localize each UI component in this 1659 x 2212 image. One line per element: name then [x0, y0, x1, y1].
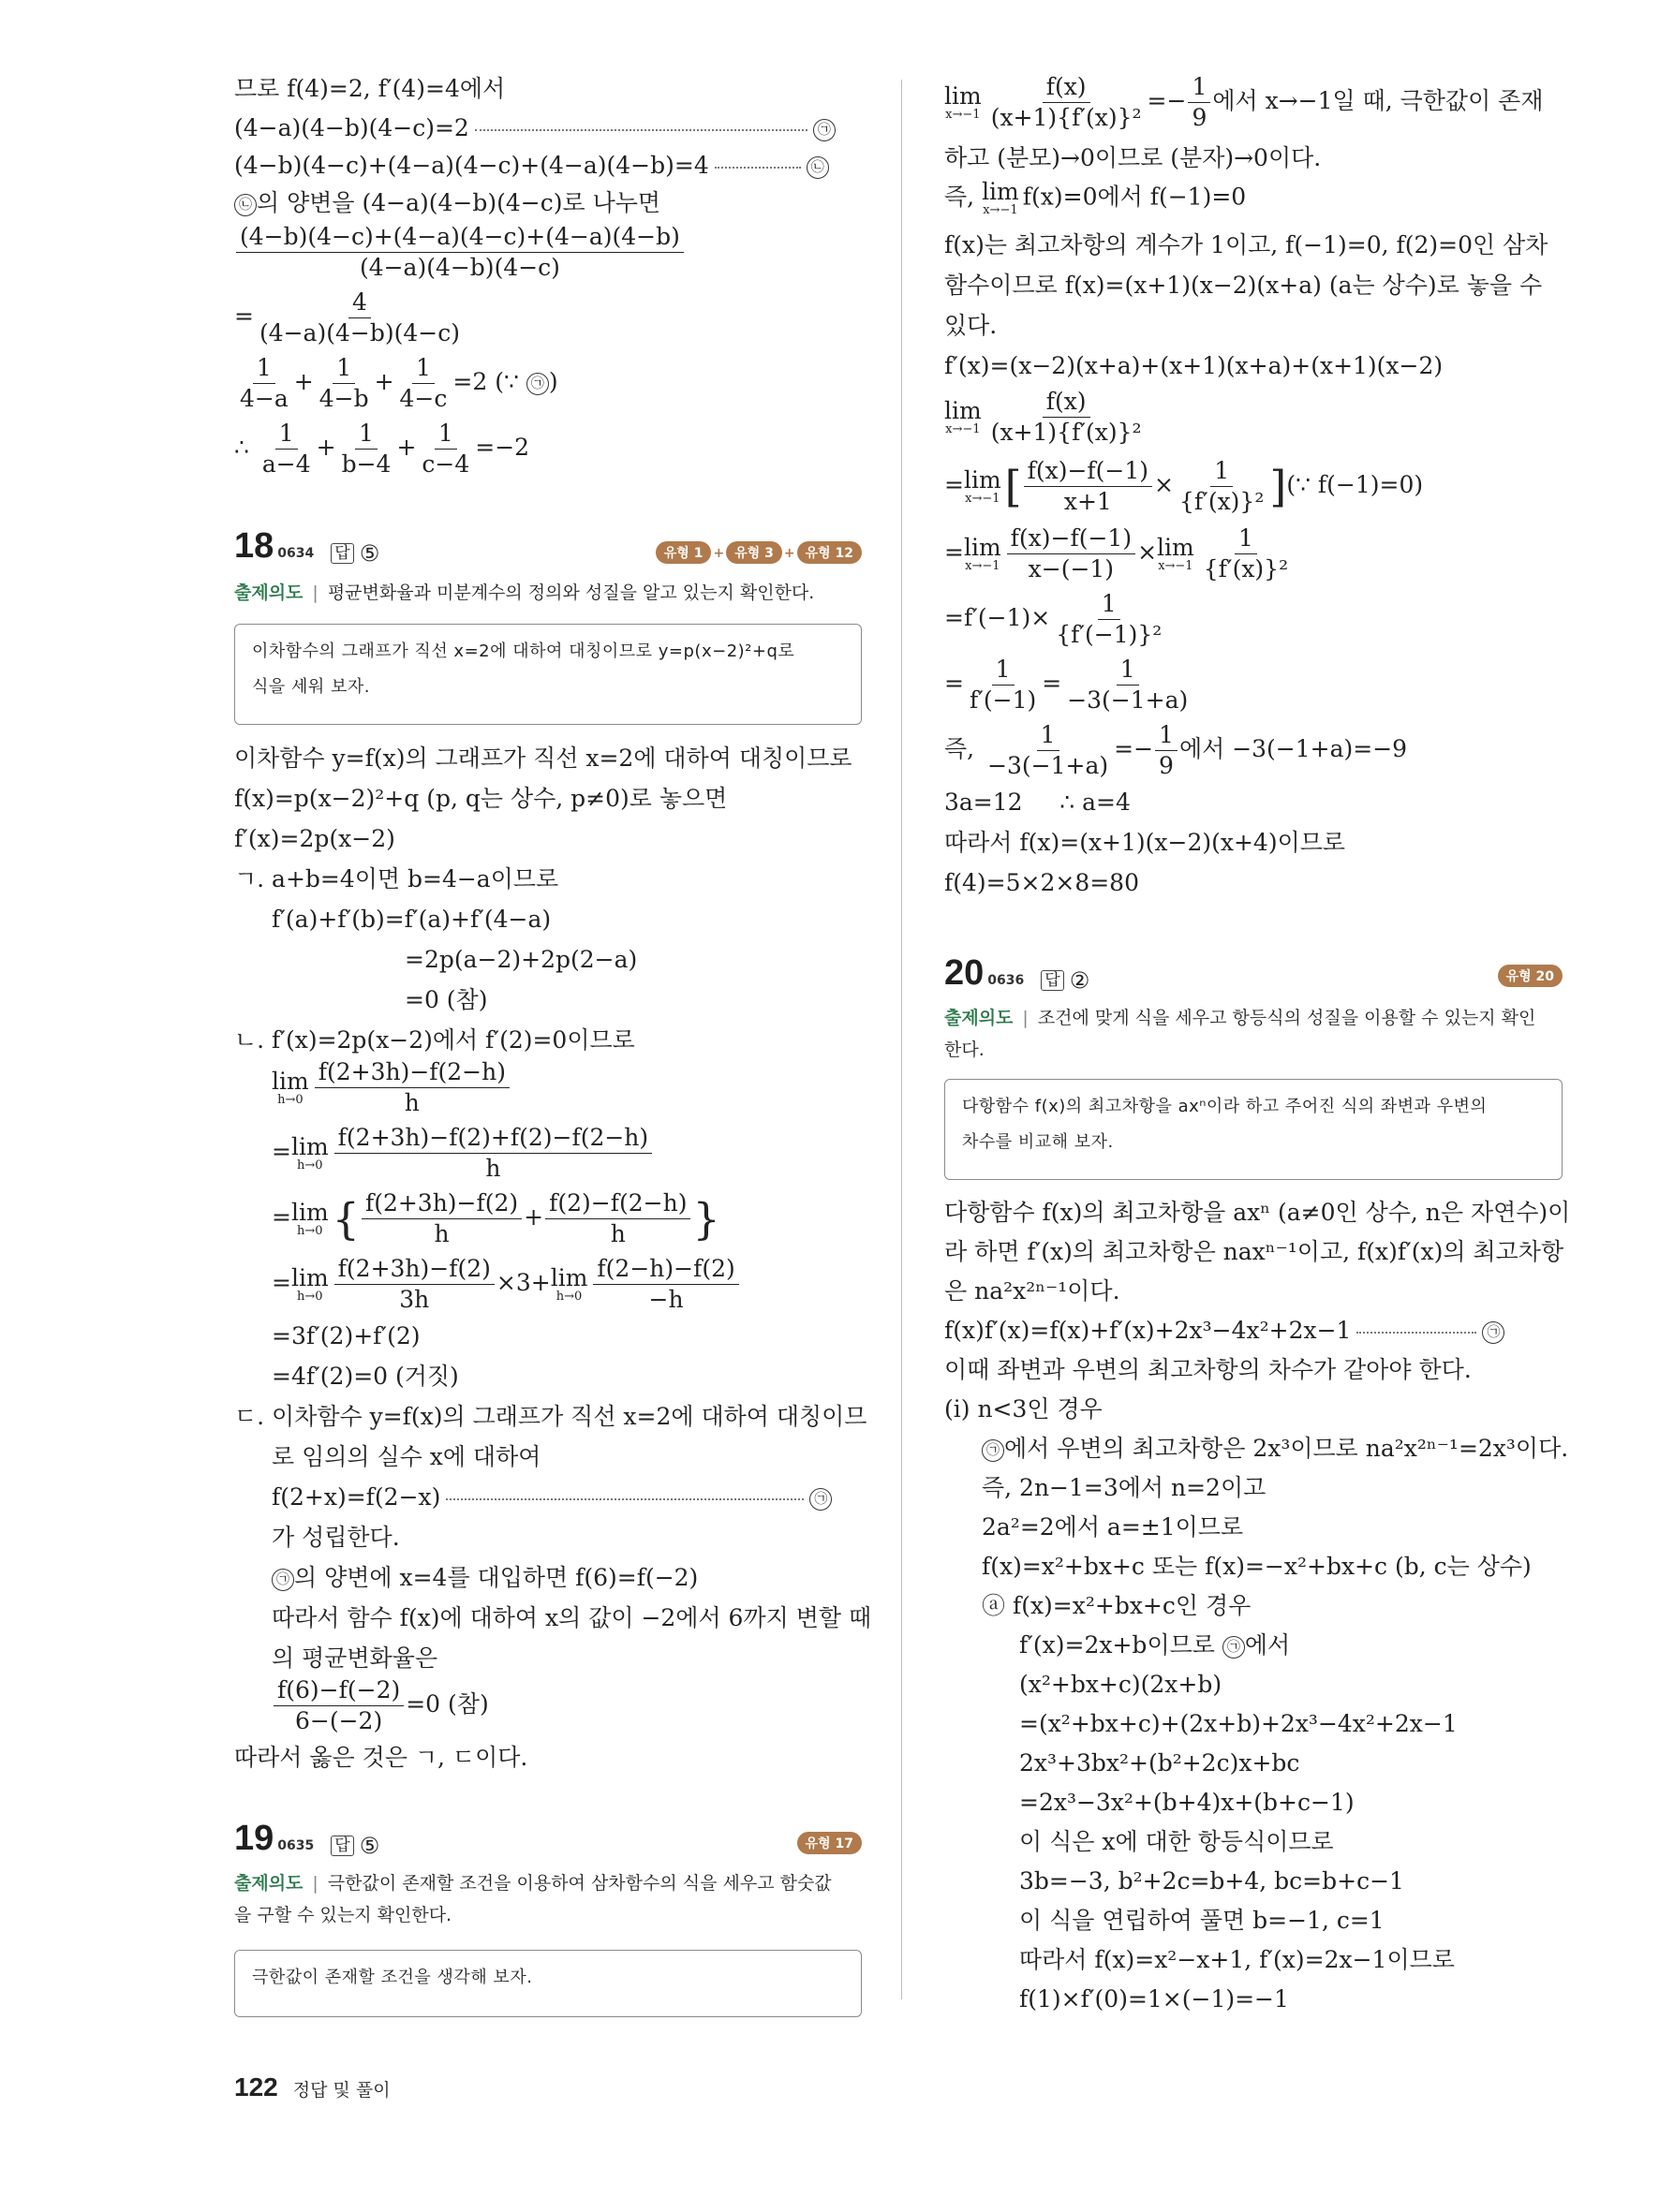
equals: = [234, 302, 254, 330]
denominator: {f′(x)}² [1203, 555, 1289, 582]
text-line: 즉, 2n−1=3에서 n=2이고 [982, 1474, 1266, 1501]
text-line: 함수이므로 f(x)=(x+1)(x−2)(x+a) (a는 상수)로 놓을 수 [944, 272, 1543, 299]
text: 의 양변을 (4−a)(4−b)(4−c)로 나누면 [257, 189, 661, 216]
type-badge: 유형 17 [797, 1832, 862, 1854]
intent-label: 출제의도 [234, 582, 304, 603]
problem-code: 0635 [277, 1838, 315, 1853]
denominator: 6−(−2) [295, 1707, 383, 1734]
lim-sub: h→0 [297, 1289, 323, 1304]
text: 즉, [944, 183, 975, 211]
hint-text: 다항함수 f(x)의 최고차항을 axⁿ이라 하고 주어진 식의 좌변과 우변의 [962, 1097, 1488, 1116]
circled-mark-1: ㉠ [272, 1569, 294, 1591]
denominator: c−4 [422, 450, 470, 478]
numerator: f(2+3h)−f(2)+f(2)−f(2−h) [334, 1124, 653, 1154]
denominator: b−4 [341, 450, 392, 478]
equation-text: (4−b)(4−c)+(4−a)(4−c)+(4−a)(4−b)=4 [234, 152, 709, 179]
numerator: 1 [1098, 590, 1120, 620]
text-line: =2p(a−2)+2p(2−a) [405, 946, 638, 973]
numerator: f(2)−f(2−h) [545, 1189, 690, 1219]
text-line [1019, 1631, 1290, 1659]
limit [982, 180, 1019, 217]
lim-sub: x→−1 [945, 107, 981, 122]
lim-sub: x→−1 [965, 491, 1000, 506]
text-line: 이 식은 x에 대한 항등식이므로 [1019, 1828, 1334, 1855]
text: 에서 x→−1일 때, 극한값이 존재 [1212, 87, 1544, 114]
text-line: 따라서 함수 f(x)에 대하여 x의 값이 −2에서 6까지 변할 때 [272, 1604, 872, 1631]
intent-text: 한다. [944, 1040, 985, 1060]
type-badges [1498, 965, 1563, 987]
text-line: (ⅰ) n<3인 경우 [944, 1395, 1103, 1423]
lim-word: lim [550, 1263, 588, 1291]
text: 에서 [1244, 1631, 1291, 1659]
equation-line [944, 1317, 1504, 1345]
lim-word: lim [963, 533, 1001, 561]
limit-line [944, 73, 1543, 132]
denominator: {f′(−1)}² [1056, 621, 1163, 648]
lim-sub: x→−1 [983, 203, 1018, 217]
type-badges [797, 1832, 862, 1854]
text-line: (x²+bx+c)(2x+b) [1019, 1671, 1222, 1698]
fraction [545, 1189, 690, 1248]
circled-mark-2: ㉡ [234, 194, 257, 216]
fraction-line [234, 223, 686, 282]
problem-20-header [944, 953, 1089, 994]
answer-label: 답 [1041, 970, 1063, 991]
operator: =− [1147, 87, 1187, 114]
denominator: (4−a)(4−b)(4−c) [359, 254, 560, 281]
fraction [1063, 656, 1192, 715]
numerator: (4−b)(4−c)+(4−a)(4−c)+(4−a)(4−b) [236, 223, 684, 253]
denominator: h [404, 1089, 420, 1116]
numerator: f(x) [1043, 73, 1090, 103]
limit [944, 396, 982, 436]
lim-sub: h→0 [297, 1223, 323, 1238]
fraction [259, 420, 315, 479]
limit [944, 81, 982, 122]
text-line: 따라서 f(x)=(x+1)(x−2)(x+4)이므로 [944, 829, 1346, 856]
fraction [338, 420, 395, 479]
lim-word: lim [944, 396, 982, 424]
type-badge: 유형 3 [726, 541, 782, 564]
text: =f′(−1)× [944, 604, 1051, 631]
fraction [1007, 524, 1135, 583]
text-line: ⓐ f(x)=x²+bx+c인 경우 [982, 1592, 1252, 1619]
lim-sub: h→0 [555, 1289, 583, 1304]
denominator: 4−c [399, 385, 448, 412]
fraction [236, 354, 292, 413]
limit-line: = lim x→−1 [ $\frac{f(x)-f(-1)}{x+1}$ × $\frac{1}{\text{\{f′(x)\}²}}$ ](∵ f(−1)=0) [944, 457, 1424, 515]
equals: = [944, 670, 964, 697]
intent-label: 출제의도 [234, 1873, 304, 1894]
fraction-line [944, 656, 1193, 715]
lim-sub: x→−1 [965, 558, 1000, 573]
equals: = [944, 538, 964, 566]
limit-line: = lim h→0 { $\frac{f(2+3h)-f(2)}{h}$ + $\frac{f(2)-f(2-h)}{h}$ } [272, 1189, 720, 1247]
limit [272, 1069, 309, 1107]
text-line: f(x)=p(x−2)²+q (p, q는 상수, p≠0)로 놓으면 [234, 785, 728, 812]
denominator: (x+1){f′(x)}² [990, 104, 1142, 131]
fraction [966, 656, 1040, 715]
numerator: 1 [333, 354, 355, 384]
hint-box [234, 1950, 862, 2017]
lim-sub: h→0 [277, 1092, 304, 1107]
type-badge: 유형 20 [1498, 965, 1563, 987]
problem-19-header [234, 1819, 379, 1859]
numerator: 1 [435, 420, 457, 450]
fraction [987, 73, 1146, 132]
problem-intent: 출제의도 | 극한값이 존재할 조건을 이용하여 삼차함수의 식을 세우고 함숫값 을 구할 수 있는지 확인한다. [234, 1867, 832, 1931]
denominator: {f′(x)}² [1178, 488, 1265, 515]
denominator: f′(−1) [969, 686, 1037, 714]
numerator: 1 [275, 420, 298, 450]
footer-title: 정답 및 풀이 [292, 2080, 391, 2101]
numerator: 1 [1210, 457, 1233, 487]
answer-value: ⑤ [359, 1832, 380, 1859]
text-line: 로 임의의 실수 x에 대하여 [272, 1443, 541, 1470]
operator: × [1137, 538, 1158, 566]
circled-mark-1: ㉠ [1482, 1321, 1504, 1344]
lim-sub: x→−1 [1158, 558, 1193, 573]
text-line: 은 na²x²ⁿ⁻¹이다. [944, 1277, 1120, 1305]
operator: ×3+ [496, 1269, 551, 1296]
numerator: f(x)−f(−1) [1024, 457, 1152, 487]
text-line: 이 식을 연립하여 풀면 b=−1, c=1 [1019, 1907, 1385, 1934]
text-line [982, 1435, 1568, 1463]
text-line: 3a=12 ∴ a=4 [944, 789, 1131, 816]
lim-word: lim [290, 1198, 329, 1226]
limit [963, 465, 1001, 506]
denominator: x+1 [1063, 488, 1112, 515]
text-line [234, 189, 660, 217]
numerator: f(2+3h)−f(2−h) [315, 1058, 510, 1088]
fraction [1188, 73, 1210, 132]
result: =0 (참) [406, 1690, 489, 1718]
fraction [396, 354, 452, 413]
fraction [274, 1676, 404, 1735]
text-line: =2x³−3x²+(b+4)x+(b+c−1) [1019, 1789, 1355, 1816]
denominator: a−4 [261, 450, 311, 478]
intent-label: 출제의도 [944, 1008, 1014, 1028]
equation-line [234, 114, 836, 142]
leader-dots [715, 167, 801, 169]
fraction [593, 1255, 738, 1314]
numerator: 1 [1155, 721, 1178, 751]
numerator: 1 [1037, 721, 1059, 751]
problem-intent: 출제의도 | 평균변화율과 미분계수의 정의와 성질을 알고 있는지 확인한다. [234, 582, 815, 603]
text-line: ㄱ. a+b=4이면 b=4−a이므로 [234, 865, 559, 892]
denominator: −3(−1+a) [987, 752, 1109, 779]
numerator: 4 [348, 288, 371, 318]
fraction-line: ∴ $\frac{1}{a-4}$ + $\frac{1}{b-4}$ + $\frac{1}{c-4}$ =−2 [234, 420, 530, 478]
text-line: =3f′(2)+f′(2) [272, 1322, 421, 1349]
intent-text: 평균변화율과 미분계수의 정의와 성질을 알고 있는지 확인한다. [327, 582, 815, 603]
numerator: f(2+3h)−f(2) [362, 1189, 522, 1219]
fraction-line: $\frac{1}{4-a}$ + $\frac{1}{4-b}$ + $\frac{1}{4-c}$ =2 (∵ ㉠ ) [234, 354, 558, 413]
equation-line [234, 152, 829, 180]
hint-text: 이차함수의 그래프가 직선 x=2에 대하여 대칭이므로 y=p(x−2)²+q로 [252, 641, 795, 661]
denominator: 4−b [318, 385, 369, 412]
numerator: f(6)−f(−2) [274, 1676, 404, 1706]
text: 에서 우변의 최고차항은 2x³이므로 na²x²ⁿ⁻¹=2x³이다. [1004, 1435, 1569, 1462]
equation-text: f(x)f′(x)=f(x)+f′(x)+2x³−4x²+2x−1 [944, 1317, 1352, 1344]
limit-line: = lim h→0 $\frac{f(2+3h)-f(2)}{3h}$ ×3+ lim h→0 $\frac{f(2-h)-f(2)}{-h}$ [272, 1255, 741, 1314]
fraction [1176, 457, 1267, 516]
numerator: 1 [355, 420, 378, 450]
fraction-line [944, 721, 1407, 780]
lim-word: lim [290, 1132, 329, 1160]
intent-text: 극한값이 존재할 조건을 이용하여 삼차함수의 식을 세우고 함숫값 [327, 1873, 832, 1894]
text-line: f′(a)+f′(b)=f′(a)+f′(4−a) [272, 906, 552, 933]
problem-18-header [234, 526, 379, 567]
text: (∵ f(−1)=0) [1286, 471, 1424, 498]
denominator: (x+1){f′(x)}² [990, 419, 1142, 446]
hint-text: 식을 세워 보자. [252, 677, 370, 697]
text-line: 다항함수 f(x)의 최고차항을 axⁿ (a≠0인 상수, n은 자연수)이 [944, 1199, 1571, 1226]
lim-word: lim [1157, 533, 1194, 561]
numerator: 1 [412, 354, 435, 384]
page-footer [234, 2072, 391, 2102]
text: 의 양변에 x=4를 대입하면 f(6)=f(−2) [294, 1564, 699, 1591]
text-line: =4f′(2)=0 (거짓) [272, 1363, 459, 1390]
text-line: 라 하면 f′(x)의 최고차항은 naxⁿ⁻¹이고, f(x)f′(x)의 최고차항 [944, 1238, 1564, 1265]
problem-code: 0636 [987, 973, 1025, 988]
answer-label: 답 [331, 543, 353, 564]
numerator: f(2+3h)−f(2) [334, 1255, 495, 1285]
denominator: x−(−1) [1028, 555, 1115, 582]
denominator: 4−a [240, 385, 289, 412]
text-line: 따라서 f(x)=x²−x+1, f′(x)=2x−1이므로 [1019, 1946, 1455, 1973]
circled-mark-1: ㉠ [982, 1439, 1004, 1462]
numerator: 1 [1188, 73, 1210, 103]
text-line: =(x²+bx+c)+(2x+b)+2x³−4x²+2x−1 [1019, 1710, 1458, 1737]
denominator: 9 [1159, 752, 1174, 779]
fraction [362, 1189, 522, 1248]
type-badge: 유형 1 [656, 541, 712, 564]
lim-word: lim [982, 178, 1019, 205]
text-line: ㄴ. f′(x)=2p(x−2)에서 f′(2)=0이므로 [234, 1026, 635, 1054]
problem-number: 19 [234, 1819, 274, 1858]
text-line: 있다. [944, 312, 998, 339]
text-line: ㄷ. 이차함수 y=f(x)의 그래프가 직선 x=2에 대하여 대칭이므 [234, 1403, 867, 1430]
page-number: 122 [234, 2072, 278, 2101]
denominator: 9 [1192, 104, 1207, 131]
text-line: 이때 좌변과 우변의 최고차항의 차수가 같아야 한다. [944, 1356, 1472, 1383]
column-divider [901, 80, 902, 1999]
limit-line [944, 524, 1294, 583]
circled-mark-1: ㉠ [526, 373, 549, 395]
circled-mark-1: ㉠ [813, 119, 836, 141]
text-line: f′(x)=2p(x−2) [234, 825, 395, 852]
text: 즉, [944, 735, 975, 762]
hint-text: 극한값이 존재할 조건을 생각해 보자. [252, 1968, 533, 1987]
equals: = [944, 471, 964, 498]
text-line [272, 1564, 698, 1592]
text-line: 2x³+3bx²+(b²+2c)x+bc [1019, 1749, 1300, 1777]
lim-word: lim [272, 1067, 309, 1095]
lim-word: lim [963, 465, 1001, 494]
numerator: 1 [992, 656, 1015, 686]
problem-code: 0634 [277, 546, 315, 561]
fraction [1200, 524, 1292, 583]
lim-word: lim [944, 81, 982, 110]
type-badges: 유형 1 + 유형 3 + 유형 12 [656, 541, 862, 564]
text-line: 2a²=2에서 a=±1이므로 [982, 1513, 1244, 1541]
limit [290, 1198, 329, 1238]
numerator: f(2−h)−f(2) [593, 1255, 738, 1285]
numerator: 1 [1117, 656, 1139, 686]
circled-mark-1: ㉠ [1222, 1636, 1245, 1659]
denominator: −h [648, 1286, 684, 1313]
text-line: 하고 (분모)→0이므로 (분자)→0이다. [944, 144, 1322, 171]
hint-box [944, 1079, 1563, 1180]
fraction [987, 388, 1146, 447]
leader-dots [446, 1498, 804, 1500]
limit-line [944, 388, 1148, 447]
numerator: f(x) [1043, 388, 1090, 418]
fraction [1052, 590, 1165, 649]
result: =−2 [475, 434, 530, 461]
fraction [1024, 457, 1152, 516]
text-line: 가 성립한다. [272, 1524, 400, 1551]
text-line: =0 (참) [405, 986, 488, 1013]
therefore: ∴ [234, 434, 249, 461]
problem-intent: 출제의도 | 조건에 맞게 식을 세우고 항등식의 성질을 이용할 수 있는지 확인 한다. [944, 1002, 1535, 1066]
text-line: f(x)=x²+bx+c 또는 f(x)=−x²+bx+c (b, c는 상수) [982, 1553, 1532, 1580]
fraction [984, 721, 1112, 780]
text: f′(x)=2x+b이므로 [1019, 1631, 1215, 1659]
text-line: f(1)×f′(0)=1×(−1)=−1 [1019, 1985, 1289, 2013]
fraction [256, 288, 464, 347]
fraction [315, 1058, 510, 1117]
text-line: f(x)는 최고차항의 계수가 1이고, f(−1)=0, f(2)=0인 삼차 [944, 231, 1548, 258]
limit [963, 533, 1001, 573]
numerator: 1 [1235, 524, 1257, 554]
fraction [1155, 721, 1178, 780]
denominator: h [485, 1155, 501, 1182]
text-line: 므로 f(4)=2, f′(4)=4에서 [234, 75, 506, 102]
fraction [418, 420, 473, 479]
text-line: f(4)=5×2×8=80 [944, 869, 1139, 896]
fraction-line [944, 590, 1167, 649]
limit-line: = lim h→0 $\frac{f(2+3h)-f(2)+f(2)-f(2-h)}{h}$ [272, 1124, 654, 1183]
circled-mark-1: ㉠ [809, 1488, 832, 1511]
intent-text: 을 구할 수 있는지 확인한다. [234, 1905, 452, 1925]
denominator: h [610, 1220, 626, 1247]
answer-value: ⑤ [359, 539, 380, 567]
denominator: h [434, 1220, 450, 1247]
lim-sub: x→−1 [945, 421, 981, 436]
fraction [334, 1124, 653, 1183]
text-line: 의 평균변화율은 [272, 1644, 437, 1672]
answer-value: ② [1069, 966, 1090, 994]
limit-line [272, 1058, 511, 1117]
equation-text: f(2+x)=f(2−x) [272, 1483, 441, 1511]
problem-number: 20 [944, 953, 985, 993]
fraction-line [272, 1676, 489, 1735]
denominator: 3h [399, 1286, 430, 1313]
fraction [334, 1255, 495, 1314]
lim-word: lim [290, 1263, 329, 1291]
denominator: −3(−1+a) [1067, 686, 1189, 714]
numerator: f(x)−f(−1) [1007, 524, 1135, 554]
type-badge: 유형 12 [797, 541, 862, 564]
text: =2 (∵ [452, 368, 519, 395]
answer-label: 답 [331, 1836, 353, 1856]
equals: = [1042, 670, 1062, 697]
text: 에서 −3(−1+a)=−9 [1178, 735, 1408, 762]
text-line: 따라서 옳은 것은 ㄱ, ㄷ이다. [234, 1744, 528, 1771]
lim-sub: h→0 [297, 1158, 323, 1172]
text: f(x)=0에서 f(−1)=0 [1022, 183, 1247, 211]
limit-line [944, 180, 1246, 217]
operator: × [1154, 471, 1174, 498]
intent-text: 조건에 맞게 식을 세우고 항등식의 성질을 이용할 수 있는지 확인 [1037, 1008, 1536, 1028]
fraction [316, 354, 373, 413]
equation-text: (4−a)(4−b)(4−c)=2 [234, 114, 469, 141]
text-line: 3b=−3, b²+2c=b+4, bc=b+c−1 [1019, 1867, 1404, 1895]
fraction [236, 223, 684, 282]
limit [550, 1263, 588, 1304]
operator: =− [1114, 735, 1154, 762]
leader-dots [475, 129, 807, 131]
limit [290, 1263, 329, 1304]
text-line: f′(x)=(x−2)(x+a)+(x+1)(x+a)+(x+1)(x−2) [944, 352, 1444, 379]
problem-number: 18 [234, 526, 274, 566]
denominator: (4−a)(4−b)(4−c) [259, 319, 460, 347]
equation-line [272, 1483, 832, 1512]
circled-mark-2: ㉡ [807, 156, 829, 179]
leader-dots [1356, 1332, 1476, 1334]
fraction-line [234, 288, 466, 347]
hint-box [234, 624, 862, 725]
limit [290, 1132, 329, 1172]
text-line: 이차함수 y=f(x)의 그래프가 직선 x=2에 대하여 대칭이므로 [234, 745, 852, 772]
hint-text: 차수를 비교해 보자. [962, 1132, 1114, 1152]
numerator: 1 [253, 354, 275, 384]
limit [1157, 533, 1194, 573]
